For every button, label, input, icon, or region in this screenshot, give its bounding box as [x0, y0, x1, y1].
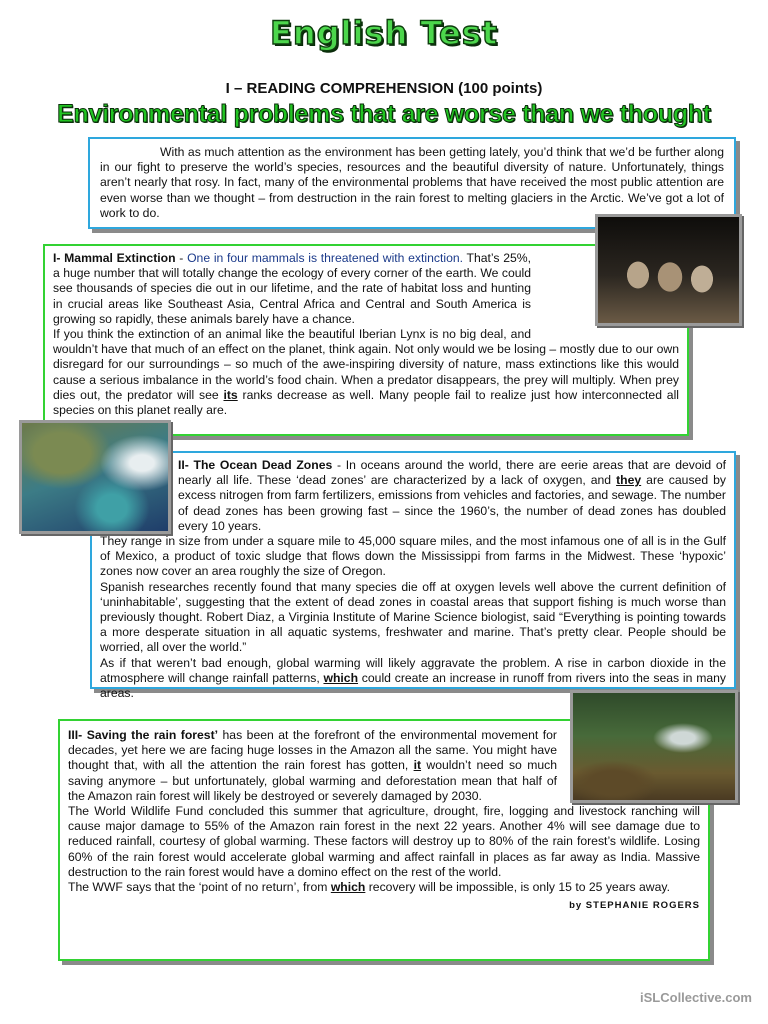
deforestation-photo: [570, 690, 738, 803]
section3-text: wouldn’t need so much saving anymore – but unfortunately, global warming and deforestation mean that half of the Amazon rain forest will likely be destroyed or severely damaged by 2030.: [68, 758, 557, 803]
section3-text: has been at the forefront of the environmental movement for decades, yet here we are facing huge losses in the Amazon all the same. You might have thought that, with all the attention the rain forest has gotten,: [68, 728, 557, 773]
article-headline: Environmental problems that are worse than we thought: [57, 100, 711, 128]
section1-text: That’s 25%, a huge number that will totally change the ecology of every corner of the earth. We could see thousands of species die out in our lifetime, and the rate of habitat loss and hunting in crucial areas like Southeast Asia, Central Africa and Central and South America is growing so rapidly, these animals barely have a chance.: [53, 251, 531, 326]
keyword-which: which: [323, 670, 359, 685]
watermark: iSLCollective.com: [640, 990, 752, 1005]
section2-text: are caused by excess nitrogen from farm fertilizers, emissions from vehicles and factories, and sewage. The number of dead zones has been growing fast – since the 1960’s, the number of dead zones has doubled every 10 years.: [178, 473, 726, 533]
section2-text: - In oceans around the world, there are eerie areas that are devoid of nearly all life. These ‘dead zones’ are characterized by a lack of oxygen, and: [178, 458, 726, 488]
section3-paragraph2: The World Wildlife Fund concluded this summer that agriculture, drought, fire, logging and livestock ranching will cause major damage to 55% of the Amazon rain forest in the next 22 years. Another 4% will see damage due to reduced rainfall, courtesy of global warming. These factors will destroy up to 80% of the rain forest’s wildlife. Losing 60% of the rain forest would accelerate global warming and affect rainfall in places as far away as India. Massive destruction to the rain forest would have a domino effect on the rest of the world.: [68, 804, 700, 879]
ocean-satellite-photo: [19, 420, 171, 534]
section2-text: could create an increase in runoff from rivers into the seas in many areas.: [100, 670, 726, 701]
author-signature: by STEPHANIE ROGERS: [569, 900, 700, 912]
page-title: English Test: [269, 14, 499, 52]
section1-heading: I- Mammal Extinction: [53, 251, 176, 265]
section2-heading: II- The Ocean Dead Zones: [178, 458, 333, 472]
section1-highlight: One in four mammals is threatened with extinction.: [187, 251, 464, 265]
section2-paragraph3: Spanish researches recently found that many species die off at oxygen levels well above the current definition of ‘uninhabitable’, suggesting that the extent of dead zones in coastal areas that support fishing is much worse than previously thought. Robert Diaz, a Virginia Institute of Marine Science biologist, said “Everything is pointing towards a more desperate situation in all aquatic systems, freshwater and marine. That’s pretty clear. People should be worried, all over the world.”: [100, 579, 726, 655]
section-subtitle: I – READING COMPREHENSION (100 points): [225, 80, 543, 97]
section2-text: As if that weren’t bad enough, global warming will likely aggravate the problem. A rise in carbon dioxide in the atmosphere will change rainfall patterns,: [100, 655, 726, 685]
section3-text: recovery will be impossible, is only 15 to 25 years away.: [365, 880, 670, 895]
section3-paragraph3: [68, 880, 700, 895]
section-mammal-extinction: [43, 244, 689, 436]
section3-heading: Saving the rain forest’: [82, 728, 219, 742]
section1-text: ranks decrease as well. Many people fail to realize just how interconnected all species on this planet really are.: [53, 387, 679, 418]
lynx-photo: [595, 214, 742, 326]
section3-text: The WWF says that the ‘point of no return’, from: [68, 880, 331, 895]
section1-text: If you think the extinction of an animal like the beautiful Iberian Lynx is no big deal, and wouldn’t have that much of an effect on the planet, think again. Not only would we be losing – mostly due to our own disregard for our surroundings – so much of the awe-inspiring diversity of nature, mass extinctions like this would cause a serious imbalance in the world’s food chain. When a predator disappears, the prey will multiply. When prey dies out, the predator will see: [53, 327, 679, 402]
section1-dash: -: [175, 251, 188, 265]
intro-paragraph: With as much attention as the environment has been getting lately, you’d think that we’d be further along in our fight to preserve the world’s species, resources and the beautiful diversity of nature. Unfortunately, things aren’t nearly that rosy. In fact, many of the environmental problems that have received the most public attention are even worse than we thought – from destruction in the rain forest to melting glaciers in the Arctic. We’ve got a lot of work to do.: [100, 145, 724, 220]
keyword-which: which: [330, 880, 366, 895]
section-ocean-dead-zones: [90, 451, 736, 701]
keyword-its: its: [223, 387, 238, 402]
section2-paragraph1: [100, 458, 726, 534]
keyword-it: it: [413, 758, 422, 773]
section1-paragraph2: [53, 327, 679, 418]
section2-paragraph2: They range in size from under a square mile to 45,000 square miles, and the most infamous one of all is in the Gulf of Mexico, a product of toxic sludge that flows down the Mississippi from farms in the Midwest. These ‘hypoxic’ zones now cover an area roughly the size of Oregon.: [100, 534, 726, 579]
section3-heading-number: III-: [68, 728, 83, 742]
keyword-they: they: [616, 473, 642, 488]
